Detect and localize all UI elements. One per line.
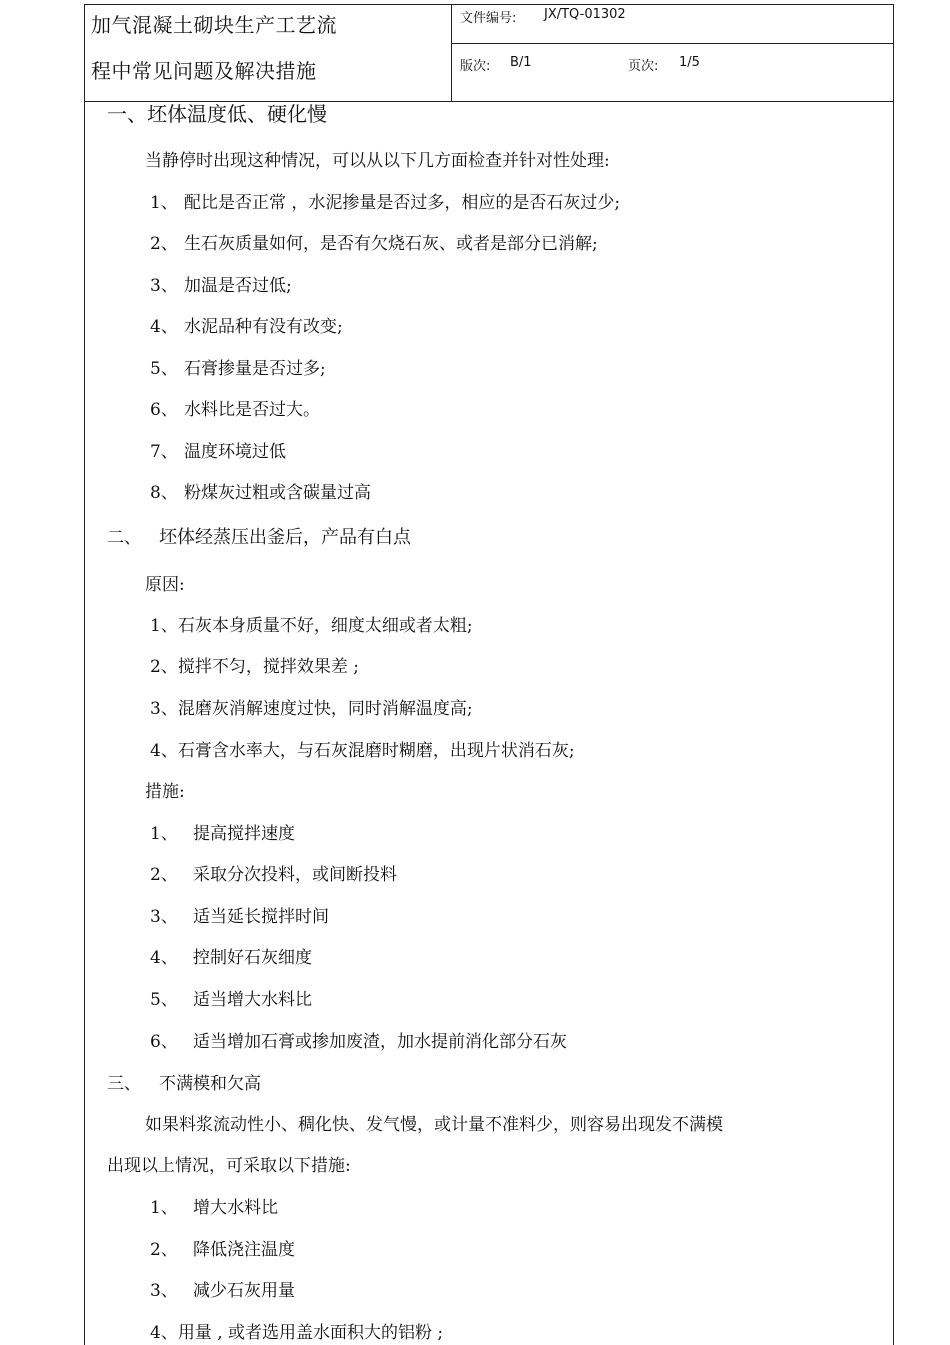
list-item: 6、 水料比是否过大。 xyxy=(150,400,320,420)
section2-cause-label: 原因: xyxy=(145,575,185,595)
version-value: B/1 xyxy=(510,55,532,70)
list-item: 5、 石膏掺量是否过多; xyxy=(150,359,326,379)
version-label: 版次: xyxy=(460,59,491,74)
list-item: 1、 增大水料比 xyxy=(150,1198,278,1218)
list-item: 1、石灰本身质量不好，细度太细或者太粗; xyxy=(150,616,473,636)
document-title-line1: 加气混凝土砌块生产工艺流 xyxy=(91,13,337,37)
list-item: 3、混磨灰消解速度过快，同时消解温度高; xyxy=(150,699,473,719)
list-item: 7、 温度环境过低 xyxy=(150,442,286,462)
version-row xyxy=(452,43,893,102)
section1-heading: 一、坯体温度低、硬化慢 xyxy=(107,102,327,126)
list-item: 3、 适当延长搅拌时间 xyxy=(150,907,329,927)
page-value: 1/5 xyxy=(679,55,700,70)
list-item: 2、 降低浇注温度 xyxy=(150,1240,295,1260)
list-item: 1、 提高搅拌速度 xyxy=(150,824,295,844)
page-label: 页次: xyxy=(628,59,659,74)
list-item: 2、 采取分次投料，或间断投料 xyxy=(150,865,397,885)
list-item: 8、 粉煤灰过粗或含碳量过高 xyxy=(150,483,371,503)
section3-paragraph: 出现以上情况，可采取以下措施: xyxy=(107,1156,351,1176)
doc-number-row xyxy=(452,5,893,44)
section3-heading: 三、 不满模和欠高 xyxy=(107,1074,261,1094)
list-item: 3、 减少石灰用量 xyxy=(150,1281,295,1301)
list-item: 4、石膏含水率大，与石灰混磨时糊磨，出现片状消石灰; xyxy=(150,741,575,761)
list-item: 1、 配比是否正常 ，水泥掺量是否过多，相应的是否石灰过少; xyxy=(150,193,621,213)
section2-measure-label: 措施: xyxy=(145,782,185,802)
doc-number-label: 文件编号: xyxy=(460,11,517,26)
header-meta-cell xyxy=(452,5,893,102)
doc-number-value: JX/TQ-01302 xyxy=(544,7,626,22)
list-item: 2、 生石灰质量如何，是否有欠烧石灰、或者是部分已消解; xyxy=(150,234,598,254)
list-item: 5、 适当增大水料比 xyxy=(150,990,312,1010)
list-item: 3、 加温是否过低; xyxy=(150,276,292,296)
section3-paragraph: 如果料浆流动性小、稠化快、发气慢，或计量不准料少，则容易出现发不满模 xyxy=(145,1115,723,1135)
list-item: 4、 水泥品种有没有改变; xyxy=(150,317,343,337)
list-item: 6、 适当增加石膏或掺加废渣，加水提前消化部分石灰 xyxy=(150,1032,567,1052)
section1-intro: 当静停时出现这种情况，可以从以下几方面检查并针对性处理: xyxy=(145,151,610,171)
list-item: 4、 控制好石灰细度 xyxy=(150,948,312,968)
document-header xyxy=(84,4,894,101)
list-item: 4、用量 , 或者选用盖水面积大的铝粉 ; xyxy=(150,1323,444,1343)
list-item: 2、搅拌不匀，搅拌效果差 ; xyxy=(150,657,359,677)
section2-heading: 二、 坯体经蒸压出釜后，产品有白点 xyxy=(107,527,411,548)
header-title-cell xyxy=(85,5,452,102)
document-title-line2: 程中常见问题及解决措施 xyxy=(91,59,317,83)
